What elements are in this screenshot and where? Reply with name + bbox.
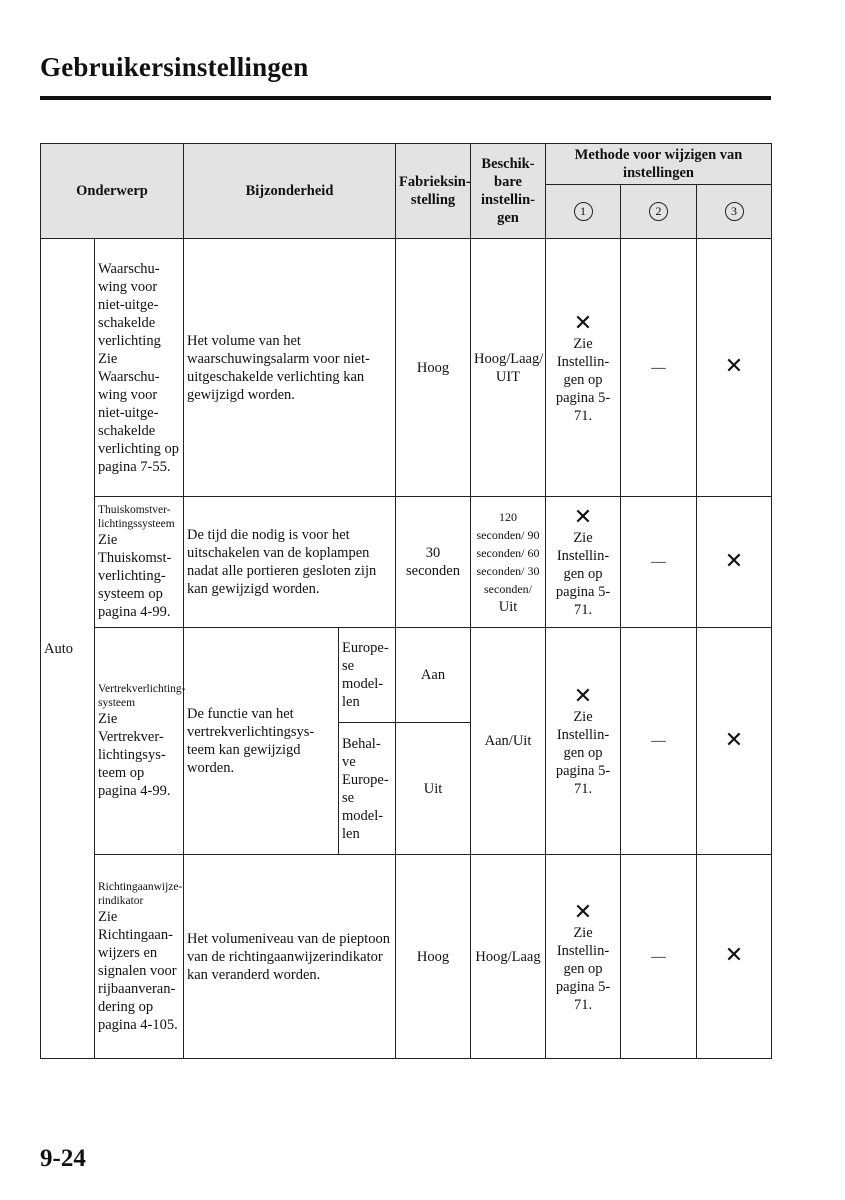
page-number: 9-24 bbox=[40, 1145, 86, 1172]
method-1-reference: Zie Instellin-gen op pagina 5-71. bbox=[555, 530, 611, 618]
header-method-1 bbox=[546, 185, 621, 239]
header-onderwerp: Onderwerp bbox=[41, 144, 184, 239]
model-non-european: Behal-ve Europe-se model-len bbox=[339, 723, 396, 855]
dash-icon: — bbox=[651, 948, 666, 965]
cross-icon: ✕ bbox=[573, 309, 593, 335]
cross-icon: ✕ bbox=[573, 898, 593, 924]
model-european: Europe-se model-len bbox=[339, 628, 396, 723]
item-reference: Zie Vertrekver-lichtingsys-teem op pagina 4-99. bbox=[98, 711, 171, 799]
item-description: De tijd die nodig is voor het uitschakelen van de koplampen nadat alle portieren gesloten zijn kan gewijzigd worden. bbox=[184, 497, 396, 628]
title-rule bbox=[40, 96, 771, 100]
cross-icon: ✕ bbox=[724, 726, 744, 752]
method-1-cell bbox=[546, 628, 621, 855]
table-row bbox=[41, 628, 772, 723]
method-2-cell bbox=[621, 497, 697, 628]
dash-icon: — bbox=[651, 733, 666, 749]
method-3-cell bbox=[697, 855, 772, 1059]
header-fabrieksinstelling: Fabrieksin-stelling bbox=[396, 144, 471, 239]
item-description: Het volumeniveau van de pieptoon van de richtingaanwijzerindikator kan veranderd worden. bbox=[184, 855, 396, 1059]
header-bijzonderheid: Bijzonderheid bbox=[184, 144, 396, 239]
method-1-reference: Zie Instellin-gen op pagina 5-71. bbox=[555, 924, 611, 1013]
table-row bbox=[41, 855, 772, 1059]
method-1-reference: Zie Instellin-gen op pagina 5-71. bbox=[555, 709, 611, 797]
method-1-cell bbox=[546, 497, 621, 628]
dash-icon: — bbox=[651, 359, 666, 376]
settings-table bbox=[40, 143, 772, 1059]
item-title: Richtingaanwijze-rindikator bbox=[98, 880, 183, 907]
available-settings-extra: Uit bbox=[498, 599, 518, 615]
method-1-cell bbox=[546, 855, 621, 1059]
item-reference: Zie Thuiskomst-verlichting-systeem op pagina 4-99. bbox=[98, 532, 172, 620]
item-description: De functie van het vertrekverlichtingsys-teem kan gewijzigd worden. bbox=[184, 628, 339, 855]
circled-number-3-icon: 3 bbox=[725, 202, 744, 221]
item-reference: Zie Richtingaan-wijzers en signalen voor rijbaanveran-dering op pagina 4-105. bbox=[98, 908, 178, 1033]
factory-setting: Hoog bbox=[396, 855, 471, 1059]
item-title: Waarschu-wing voor niet-uitge-schakelde verlichting Zie Waarschu-wing voor niet-uitge-schakelde verlichting op pagina 7-55. bbox=[95, 239, 184, 497]
circled-number-1-icon: 1 bbox=[574, 202, 593, 221]
page-title: Gebruikersinstellingen bbox=[40, 52, 309, 82]
group-label-auto: Auto bbox=[41, 239, 95, 1059]
method-2-cell bbox=[621, 628, 697, 855]
factory-setting: Hoog bbox=[396, 239, 471, 497]
header-method-3 bbox=[697, 185, 772, 239]
factory-setting-non-european: Uit bbox=[396, 723, 471, 855]
cross-icon: ✕ bbox=[724, 547, 744, 573]
item-cell bbox=[95, 855, 184, 1059]
header-method-2 bbox=[621, 185, 697, 239]
factory-setting-european: Aan bbox=[396, 628, 471, 723]
item-cell bbox=[95, 628, 184, 855]
available-settings: Hoog/Laag/ UIT bbox=[471, 239, 546, 497]
available-settings-cell bbox=[471, 497, 546, 628]
item-description: Het volume van het waarschuwingsalarm voor niet-uitgeschakelde verlichting kan gewijzigd worden. bbox=[184, 239, 396, 497]
available-settings: 120 seconden/ 90 seconden/ 60 seconden/ 30 seconden/ bbox=[476, 510, 540, 596]
method-1-cell bbox=[546, 239, 621, 497]
available-settings: Hoog/Laag bbox=[471, 855, 546, 1059]
cross-icon: ✕ bbox=[573, 683, 593, 708]
dash-icon: — bbox=[651, 554, 666, 570]
item-cell bbox=[95, 497, 184, 628]
available-settings: Aan/Uit bbox=[471, 628, 546, 855]
circled-number-2-icon: 2 bbox=[649, 202, 668, 221]
item-title: Vertrekverlichting-systeem bbox=[98, 683, 186, 709]
method-3-cell bbox=[697, 239, 772, 497]
cross-icon: ✕ bbox=[573, 504, 593, 529]
table-row bbox=[41, 497, 772, 628]
header-methode: Methode voor wijzigen van instellingen bbox=[546, 144, 772, 185]
item-title: Thuiskomstver-lichtingssysteem bbox=[98, 504, 175, 530]
cross-icon: ✕ bbox=[724, 353, 744, 378]
method-3-cell bbox=[697, 628, 772, 855]
table-row bbox=[41, 239, 772, 497]
header-beschikbaar: Beschik-bare instellin-gen bbox=[471, 144, 546, 239]
cross-icon: ✕ bbox=[724, 942, 744, 967]
method-2-cell bbox=[621, 239, 697, 497]
method-3-cell bbox=[697, 497, 772, 628]
factory-setting: 30 seconden bbox=[396, 497, 471, 628]
method-2-cell bbox=[621, 855, 697, 1059]
method-1-reference: Zie Instellin-gen op pagina 5-71. bbox=[555, 335, 611, 424]
